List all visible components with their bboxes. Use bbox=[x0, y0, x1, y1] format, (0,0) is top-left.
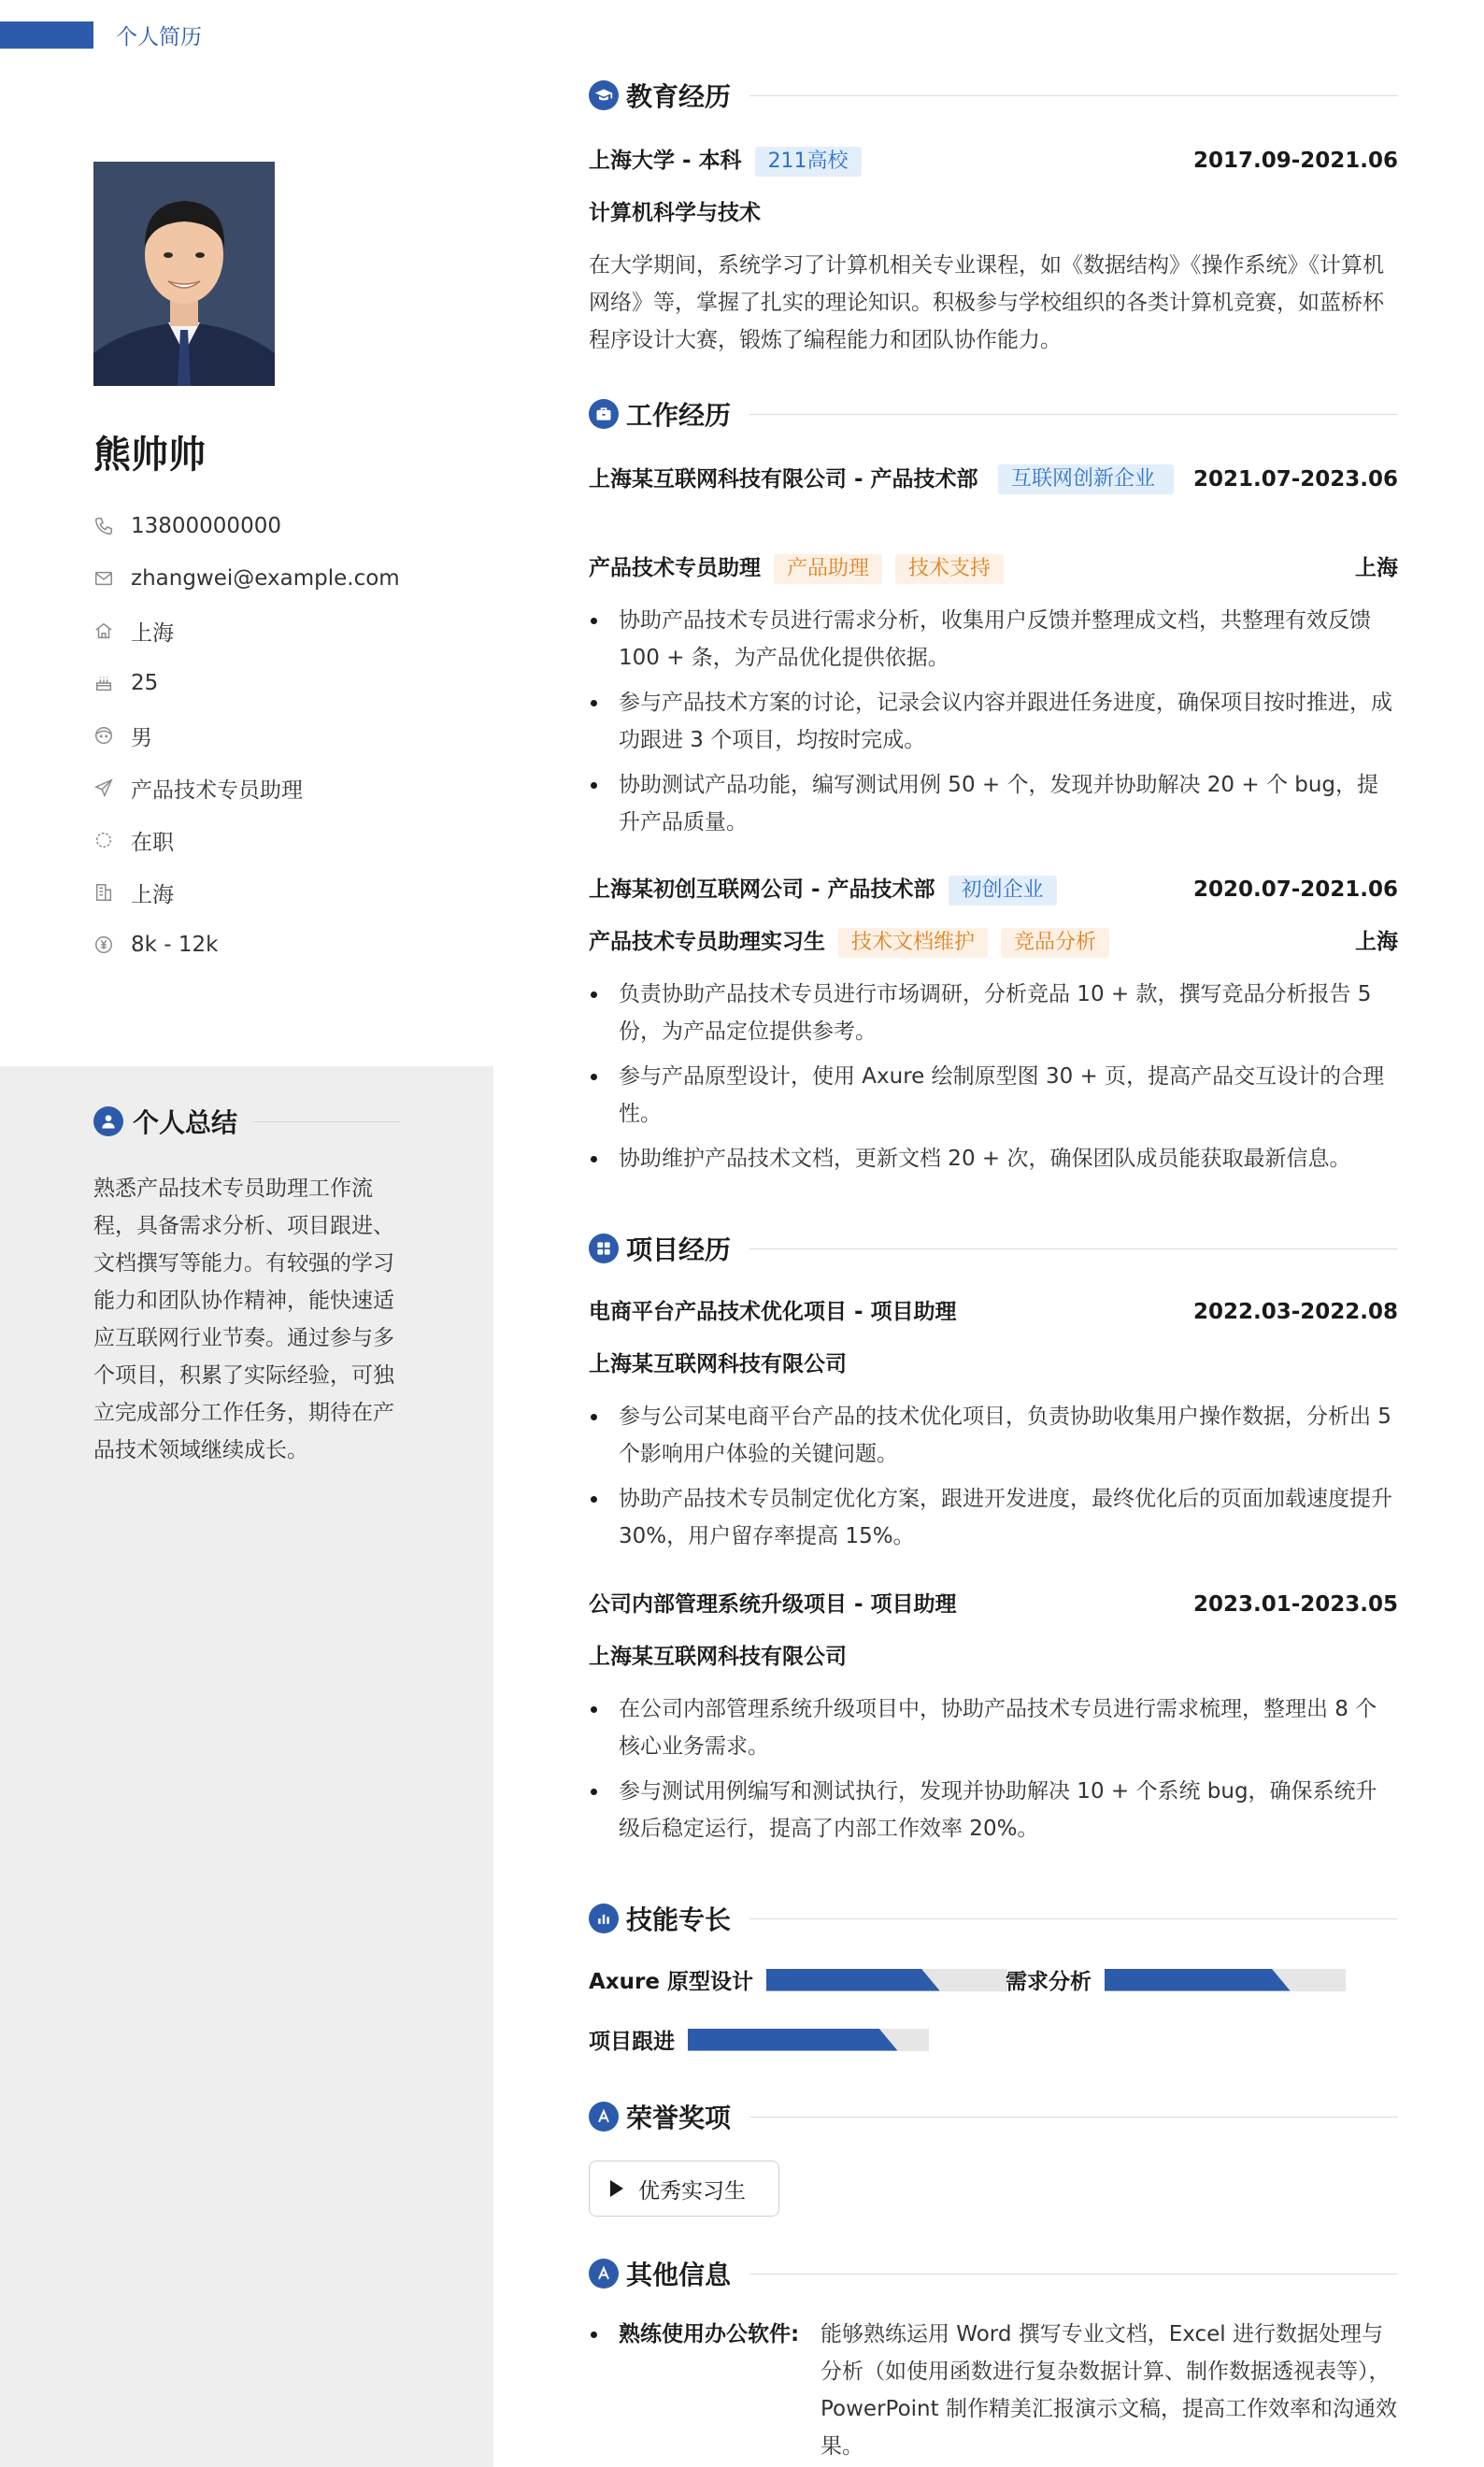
project-2-bullet-1: 在公司内部管理系统升级项目中，协助产品技术专员进行需求梳理，整理出 8 个核心业务需求。 bbox=[589, 1690, 1398, 1765]
project-1-bullet-1: 参与公司某电商平台产品的技术优化项目，负责协助收集用户操作数据，分析出 5 个影响用户体验的关键问题。 bbox=[589, 1398, 1398, 1473]
education-section-header bbox=[589, 77, 1398, 114]
project-2-header bbox=[589, 1586, 1398, 1623]
building-icon bbox=[93, 882, 131, 903]
info-city-text: 上海 bbox=[131, 882, 174, 907]
section-divider bbox=[749, 2117, 1398, 2118]
skills-title: 技能专长 bbox=[626, 1904, 732, 1935]
award-chip-label: 优秀实习生 bbox=[638, 2178, 746, 2203]
mail-icon bbox=[93, 568, 131, 589]
job-2-header bbox=[589, 871, 1398, 908]
info-status-text: 在职 bbox=[131, 830, 174, 855]
job-1-role-row bbox=[589, 549, 1398, 587]
project-1-date: 2022.03-2022.08 bbox=[1192, 1300, 1398, 1324]
info-age bbox=[93, 657, 400, 709]
projects-title: 项目经历 bbox=[626, 1234, 732, 1265]
skill-axure-fill bbox=[766, 1969, 940, 1991]
other-title: 其他信息 bbox=[626, 2260, 732, 2290]
school-name: 上海大学 - 本科 bbox=[589, 149, 742, 173]
education-description: 在大学期间，系统学习了计算机相关专业课程，如《数据结构》《操作系统》《计算机网络》等，掌握了扎实的理论知识。积极参与学校组织的各类计算机竞赛，如蓝桥杯程序设计大赛，锻炼了编程能力和团队协作能力。 bbox=[589, 253, 1384, 352]
other-item-office bbox=[589, 2316, 1398, 2465]
info-email-text: zhangwei@example.com bbox=[131, 566, 400, 591]
avatar-portrait bbox=[93, 162, 275, 386]
bullet-dot bbox=[589, 2316, 619, 2465]
project-1-org: 上海某互联网科技有限公司 bbox=[589, 1352, 847, 1376]
job-2-date: 2020.07-2021.06 bbox=[1192, 877, 1398, 902]
school-tag: 211高校 bbox=[755, 147, 862, 177]
skill-axure-label: Axure 原型设计 bbox=[589, 1970, 753, 1994]
home-icon bbox=[93, 620, 131, 641]
work-title: 工作经历 bbox=[626, 400, 732, 431]
project-1-org-row bbox=[589, 1346, 1398, 1383]
skills-section-header bbox=[589, 1900, 1398, 1937]
section-divider bbox=[749, 414, 1398, 415]
status-icon bbox=[93, 830, 131, 850]
user-icon bbox=[93, 1106, 123, 1136]
summary-text: 熟悉产品技术专员助理工作流程，具备需求分析、项目跟进、文档撰写等能力。有较强的学习能力和团队协作精神，能快速适应互联网行业节奏。通过参与多个项目，积累了实际经验，可独立完成部分工作任务，期待在产品技术领域继续成长。 bbox=[93, 1176, 394, 1462]
education-title: 教育经历 bbox=[626, 81, 732, 112]
section-divider bbox=[252, 1121, 400, 1122]
award-icon bbox=[589, 2102, 619, 2132]
education-major-row bbox=[589, 194, 1398, 232]
awards-section-header bbox=[589, 2098, 1398, 2135]
skill-requirements bbox=[1006, 1964, 1346, 1995]
job-1-bullets bbox=[589, 602, 1398, 848]
job-1-bullet-2: 参与产品技术方案的讨论，记录会议内容并跟进任务进度，确保项目按时推进，成功跟进 3 个项目，均按时完成。 bbox=[589, 684, 1398, 759]
other-section-header bbox=[589, 2255, 1398, 2292]
job-1-tag-2: 技术支持 bbox=[895, 554, 1004, 584]
avatar bbox=[93, 162, 275, 386]
skill-followup bbox=[589, 2024, 929, 2055]
info-gender-text: 男 bbox=[131, 725, 152, 750]
section-divider bbox=[749, 1248, 1398, 1249]
other-item-label: 熟练使用办公软件: bbox=[619, 2322, 800, 2346]
job-2-bullet-3: 协助维护产品技术文档，更新文档 20 + 次，确保团队成员能获取最新信息。 bbox=[589, 1140, 1398, 1177]
job-1-city: 上海 bbox=[1355, 556, 1398, 580]
project-2-org-row bbox=[589, 1638, 1398, 1676]
job-2-city: 上海 bbox=[1355, 930, 1398, 954]
send-icon bbox=[93, 777, 131, 798]
info-salary-text: 8k - 12k bbox=[131, 933, 219, 957]
award-chip[interactable] bbox=[589, 2160, 779, 2217]
info-position bbox=[93, 762, 400, 814]
job-2-role bbox=[589, 923, 1109, 961]
candidate-name: 熊帅帅 bbox=[93, 434, 206, 477]
skill-requirements-fill bbox=[1105, 1969, 1291, 1991]
other-item-value: 能够熟练运用 Word 撰写专业文档，Excel 进行数据处理与分析（如使用函数进行复杂数据计算、制作数据透视表等），PowerPoint 制作精美汇报演示文稿，提高工作效率和沟通效果。 bbox=[820, 2322, 1397, 2459]
education-major: 计算机科学与技术 bbox=[589, 201, 761, 225]
info-gender bbox=[93, 709, 400, 762]
grid-icon bbox=[589, 1234, 619, 1263]
info-age-text: 25 bbox=[131, 671, 159, 695]
job-1-role-name: 产品技术专员助理 bbox=[589, 556, 761, 580]
project-1-name: 电商平台产品技术优化项目 - 项目助理 bbox=[589, 1300, 957, 1324]
phone-icon bbox=[93, 516, 131, 536]
job-2-tag-2: 竞品分析 bbox=[1001, 928, 1109, 958]
play-icon bbox=[610, 2180, 623, 2197]
job-1-company-tag: 互联网创新企业 bbox=[998, 464, 1174, 494]
header-accent-bar bbox=[0, 21, 93, 49]
job-1-company: 上海某互联网科技有限公司 - 产品技术部 bbox=[589, 467, 978, 492]
job-1-tag-1: 产品助理 bbox=[774, 554, 882, 584]
gender-icon bbox=[93, 725, 131, 746]
info-location-text: 上海 bbox=[131, 620, 174, 646]
job-1-bullet-3: 协助测试产品功能，编写测试用例 50 + 个，发现并协助解决 20 + 个 bug，提升产品质量。 bbox=[589, 766, 1398, 841]
job-2-role-row bbox=[589, 923, 1398, 961]
project-2-bullets bbox=[589, 1690, 1398, 1855]
job-1-header bbox=[589, 461, 1398, 498]
skill-requirements-bar bbox=[1105, 1969, 1346, 1991]
info-location bbox=[93, 605, 400, 657]
info-icon bbox=[589, 2259, 619, 2289]
skill-followup-fill bbox=[688, 2029, 897, 2051]
project-2-name: 公司内部管理系统升级项目 - 项目助理 bbox=[589, 1592, 957, 1617]
skill-followup-label: 项目跟进 bbox=[589, 2030, 675, 2054]
skill-requirements-label: 需求分析 bbox=[1006, 1970, 1092, 1994]
skill-axure-bar bbox=[766, 1969, 1007, 1991]
education-school bbox=[589, 142, 862, 179]
job-2-role-name: 产品技术专员助理实习生 bbox=[589, 930, 825, 954]
skill-axure bbox=[589, 1964, 1007, 1995]
project-2-org: 上海某互联网科技有限公司 bbox=[589, 1645, 847, 1669]
awards-title: 荣誉奖项 bbox=[626, 2103, 732, 2133]
education-date: 2017.09-2021.06 bbox=[1192, 149, 1398, 173]
section-divider bbox=[749, 1918, 1398, 1919]
job-2-tag-1: 技术文档维护 bbox=[838, 928, 988, 958]
summary-section-header bbox=[93, 1103, 400, 1140]
job-2-bullet-2: 参与产品原型设计，使用 Axure 绘制原型图 30 + 页，提高产品交互设计的合理性。 bbox=[589, 1058, 1398, 1133]
work-section-header bbox=[589, 395, 1398, 433]
section-divider bbox=[749, 95, 1398, 96]
job-1-role bbox=[589, 549, 1004, 587]
info-email bbox=[93, 552, 400, 605]
salary-icon bbox=[93, 934, 131, 955]
info-city bbox=[93, 866, 400, 919]
project-2-bullet-2: 参与测试用例编写和测试执行，发现并协助解决 10 + 个系统 bug，确保系统升级后稳定运行，提高了内部工作效率 20%。 bbox=[589, 1773, 1398, 1847]
bar-chart-icon bbox=[589, 1904, 619, 1933]
project-1-bullet-2: 协助产品技术专员制定优化方案，跟进开发进度，最终优化后的页面加载速度提升 30%，用户留存率提高 15%。 bbox=[589, 1480, 1398, 1555]
cake-icon bbox=[93, 673, 131, 693]
project-2-date: 2023.01-2023.05 bbox=[1192, 1592, 1398, 1617]
job-2-company bbox=[589, 871, 1057, 908]
projects-section-header bbox=[589, 1230, 1398, 1267]
project-1-bullets bbox=[589, 1398, 1398, 1562]
info-phone bbox=[93, 500, 400, 552]
skill-followup-bar bbox=[688, 2029, 929, 2051]
job-2-company-name: 上海某初创互联网公司 - 产品技术部 bbox=[589, 877, 935, 902]
graduation-cap-icon bbox=[589, 80, 619, 110]
education-header-row bbox=[589, 142, 1398, 179]
resume-title: 个人简历 bbox=[116, 25, 202, 50]
summary-title: 个人总结 bbox=[133, 1107, 238, 1138]
job-2-bullets bbox=[589, 976, 1398, 1185]
project-1-header bbox=[589, 1293, 1398, 1331]
info-position-text: 产品技术专员助理 bbox=[131, 777, 303, 803]
job-1-bullet-1: 协助产品技术专员进行需求分析，收集用户反馈并整理成文档，共整理有效反馈 100 + 条，为产品优化提供依据。 bbox=[589, 602, 1398, 677]
contact-info-list bbox=[93, 500, 400, 971]
job-2-bullet-1: 负责协助产品技术专员进行市场调研，分析竞品 10 + 款，撰写竞品分析报告 5 份，为产品定位提供参考。 bbox=[589, 976, 1398, 1050]
job-1-date: 2021.07-2023.06 bbox=[1192, 467, 1398, 492]
job-2-company-tag: 初创企业 bbox=[949, 876, 1057, 906]
briefcase-icon bbox=[589, 399, 619, 429]
info-phone-text: 13800000000 bbox=[131, 514, 281, 538]
info-salary bbox=[93, 919, 400, 971]
info-status bbox=[93, 814, 400, 866]
